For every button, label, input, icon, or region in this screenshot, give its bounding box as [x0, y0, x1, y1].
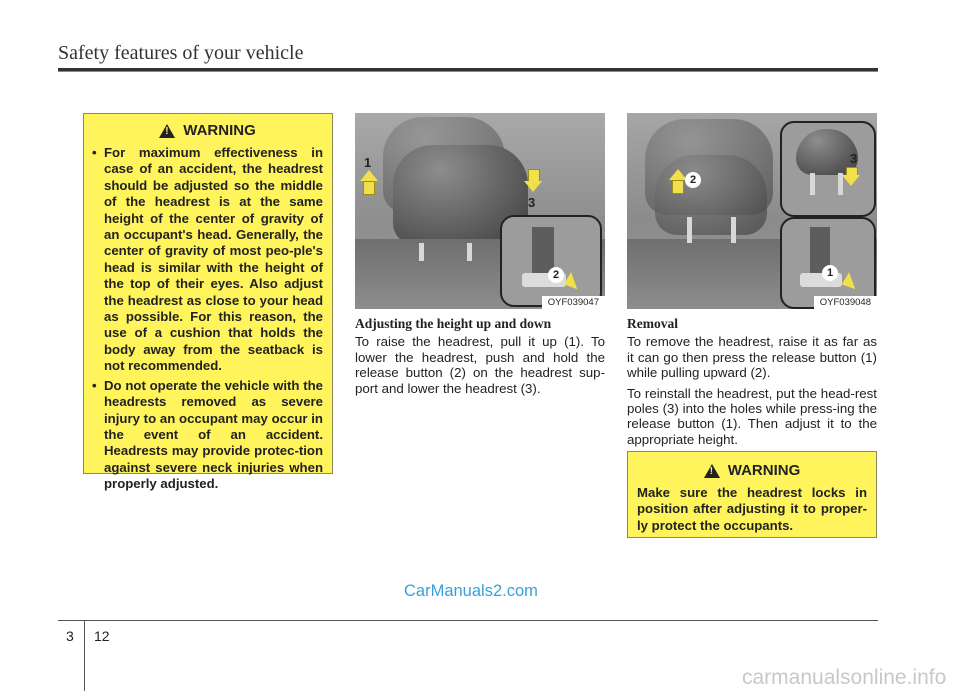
headrest-pole [687, 217, 692, 243]
release-button-inset [500, 215, 602, 307]
figure-code: OYF039047 [542, 296, 605, 309]
headrest-image [655, 155, 767, 235]
removal-section [627, 316, 877, 452]
adjusting-heading: Adjusting the height up and down [355, 316, 552, 331]
warning-list [92, 145, 323, 493]
warning-heading-text: WARNING [727, 462, 801, 479]
callout-1: 1 [822, 265, 838, 281]
removal-heading: Removal [627, 316, 678, 331]
figure-code: OYF039048 [814, 296, 877, 309]
callout-1: 1 [364, 155, 372, 170]
reinstall-inset [780, 121, 876, 217]
site-watermark: carmanualsonline.info [742, 666, 947, 689]
headrest-pole [731, 217, 736, 243]
header-rule-thin [58, 71, 878, 72]
arrow-up-icon [360, 170, 378, 181]
callout-3: 3 [850, 151, 858, 166]
warning-triangle-icon [159, 124, 175, 138]
removal-para-2: To reinstall the headrest, put the head-rest poles (3) into the holes while press-ing the release button (1). Then adjust it to the appropriate height. [627, 385, 877, 447]
arrow-stem [672, 180, 684, 194]
headrest-removal-figure [627, 113, 877, 309]
removal-para-1: To remove the headrest, raise it as far as it can go then press the release button (1) while pulling upward (2). [627, 334, 877, 381]
warning-heading-text: WARNING [183, 122, 256, 139]
adjusting-section [355, 316, 605, 401]
footer-rule [58, 620, 878, 621]
watermark-link[interactable]: CarManuals2.com [404, 582, 538, 600]
warning-item: • For maximum effectiveness in case of an accident, the headrest should be adjusted so the middle of the headrest is at the same height of the center of gravity of an occupant's head. Generally, the center of gravity of most peo-ple's head is similar with the height of the top of their eyes. Also adjust the headrest as close to your head as possible. For this reason, the use of a cushion that holds the body away from the seatback is not recommended. [92, 145, 323, 375]
callout-2: 2 [685, 172, 701, 188]
arrow-stem [363, 181, 375, 195]
callout-3: 3 [528, 195, 536, 210]
callout-2: 2 [548, 267, 564, 283]
headrest-pole [419, 243, 424, 261]
headrest-pole [467, 243, 472, 261]
warning-triangle-icon [704, 464, 720, 478]
section-number: 3 [66, 628, 74, 644]
page-header-title: Safety features of your vehicle [58, 42, 304, 64]
headrest-adjust-figure [355, 113, 605, 309]
warning-box-left [83, 113, 333, 492]
warning-text: Make sure the headrest locks in position after adjusting it to proper-ly protect the occupants. [637, 485, 867, 533]
warning-box-right [627, 451, 877, 538]
warning-item: • Do not operate the vehicle with the headrests removed as severe injury to an occupant may occur in the event of an accident. Headrests may provide protec-tion against severe neck injuries when properly adjusted. [92, 378, 323, 493]
warning-heading-left [92, 122, 323, 139]
footer-divider [84, 621, 85, 691]
press-arrow-icon [839, 272, 855, 293]
adjusting-body: To raise the headrest, pull it up (1). To lower the headrest, push and hold the release button (2) on the headrest sup-port and lower the headrest (3). [355, 334, 605, 396]
warning-heading-right [637, 462, 867, 479]
page-number: 12 [94, 628, 110, 644]
arrow-down-icon [524, 181, 542, 192]
